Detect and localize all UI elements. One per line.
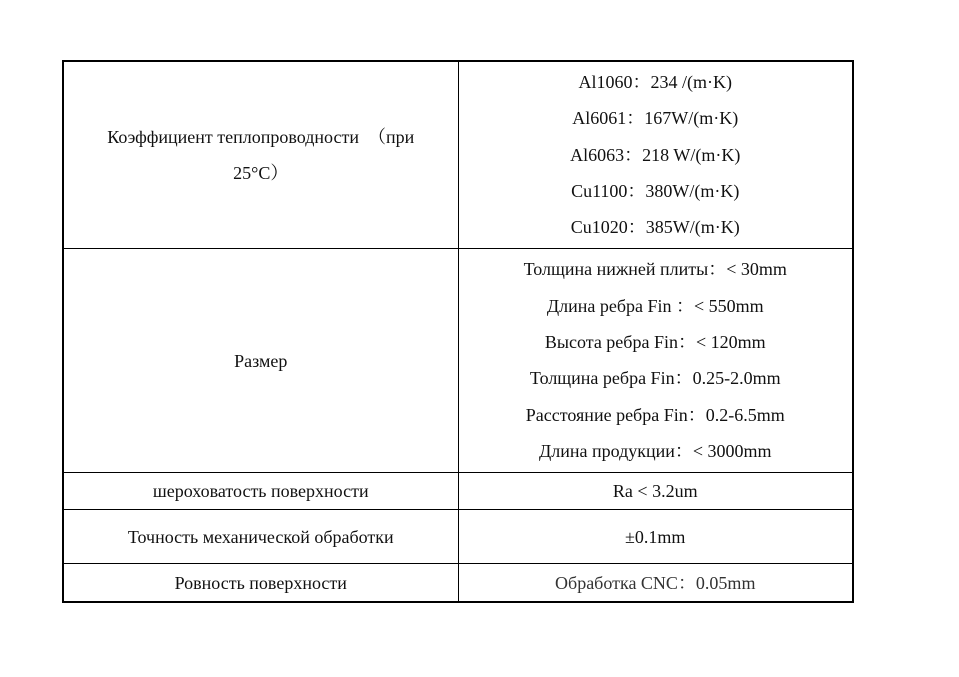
value-line: Расстояние ребра Fin：0.2-6.5mm xyxy=(525,404,785,425)
value-line: Обработка CNC：0.05mm xyxy=(555,572,756,593)
parameter-label: Размер xyxy=(234,350,288,371)
parameter-cell xyxy=(63,249,458,473)
value-line: ±0.1mm xyxy=(625,526,686,547)
table-row xyxy=(63,473,853,510)
table-row xyxy=(63,510,853,564)
value-line: Толщина ребра Fin：0.25-2.0mm xyxy=(529,368,781,389)
value-cell xyxy=(458,61,853,249)
specification-table xyxy=(62,60,854,603)
value-line: Al1060：234 /(m·K) xyxy=(578,72,732,92)
table-row xyxy=(63,249,853,473)
value-line: Длина ребра Fin ：< 550mm xyxy=(546,295,764,316)
parameter-label: Точность механической обработки xyxy=(127,526,394,547)
value-cell xyxy=(458,249,853,473)
value-line: Cu1100：380W/(m·K) xyxy=(571,180,740,201)
table-row xyxy=(63,61,853,249)
value-line: Длина продукции：< 3000mm xyxy=(538,440,772,461)
parameter-cell xyxy=(63,510,458,564)
value-line: Al6063：218 W/(m·K) xyxy=(570,144,741,165)
parameter-cell xyxy=(63,61,458,249)
value-line: Al6061：167W/(m·K) xyxy=(572,108,739,129)
value-cell xyxy=(458,564,853,602)
value-line: Толщина нижней плиты：< 30mm xyxy=(523,259,787,280)
value-cell xyxy=(458,510,853,564)
value-line: Cu1020：385W/(m·K) xyxy=(570,217,740,238)
value-line: Высота ребра Fin：< 120mm xyxy=(544,332,766,353)
parameter-label: шероховатость поверхности xyxy=(152,481,369,502)
parameter-label: Ровность поверхности xyxy=(174,572,347,593)
value-line: Ra < 3.2um xyxy=(612,481,698,502)
table-row xyxy=(63,564,853,602)
parameter-cell xyxy=(63,564,458,602)
parameter-cell xyxy=(63,473,458,510)
value-cell xyxy=(458,473,853,510)
parameter-label: Коэффициент теплопроводности （при 25°C） xyxy=(107,127,415,184)
